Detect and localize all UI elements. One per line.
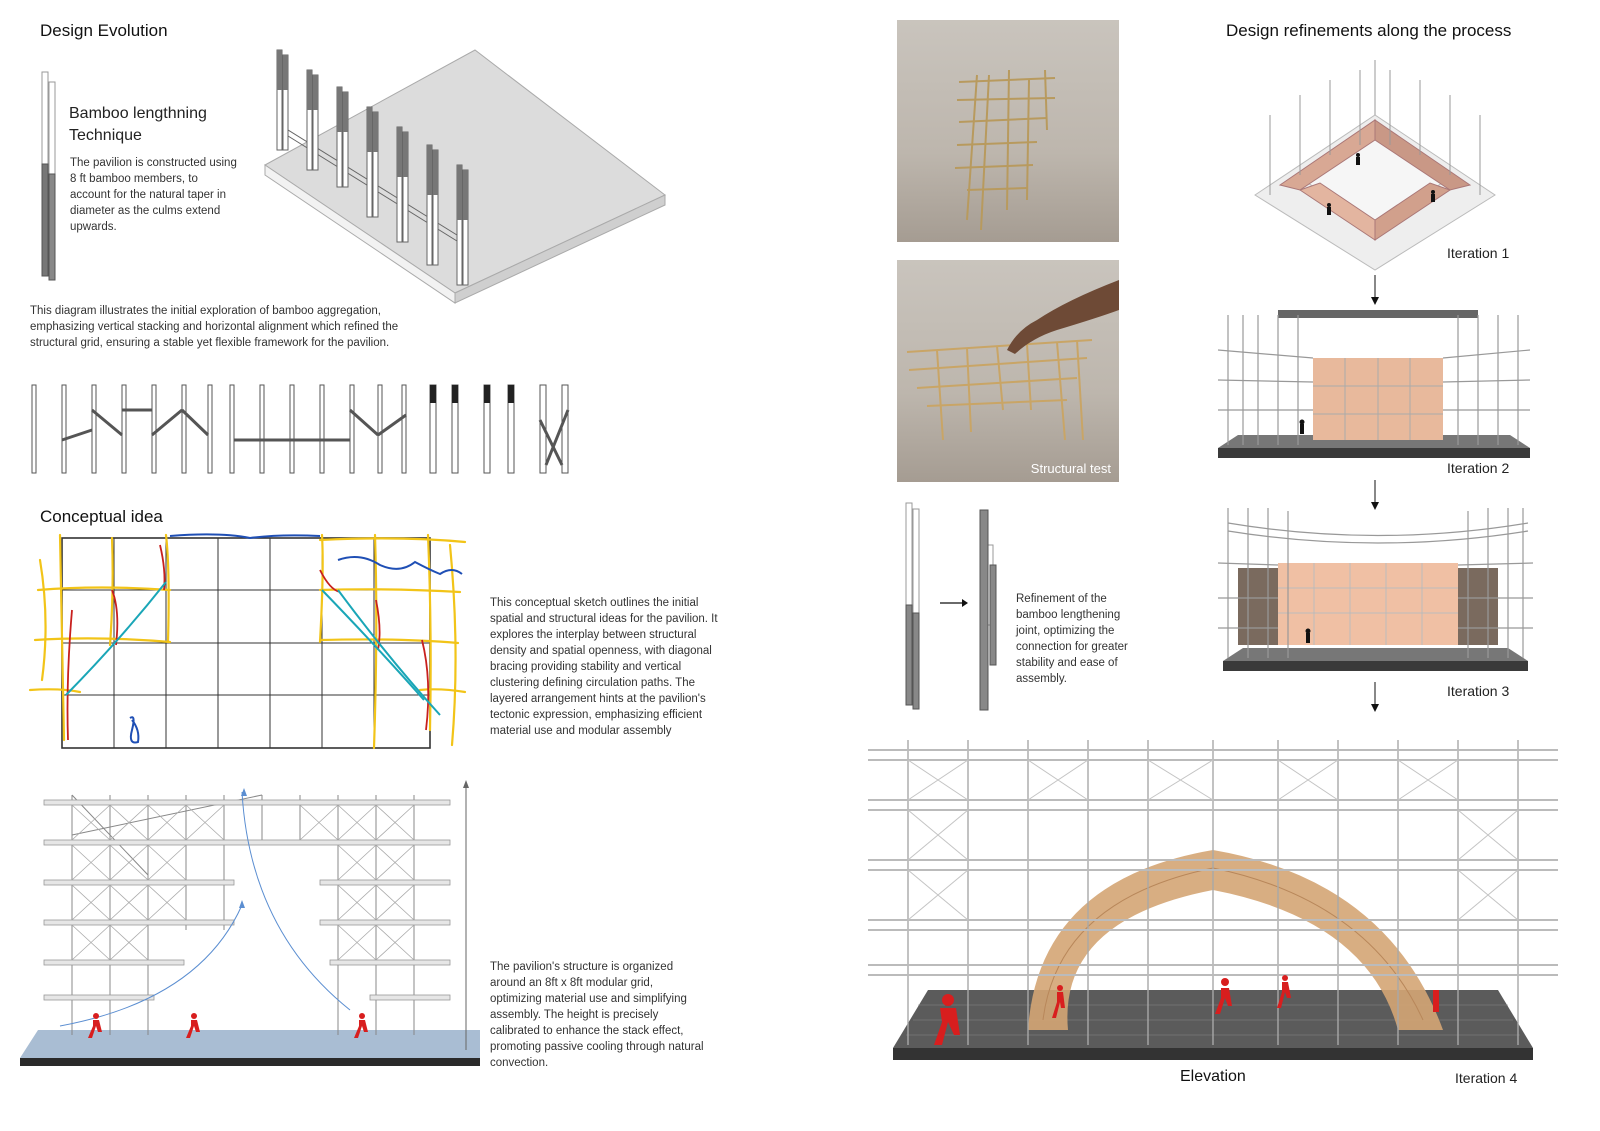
conceptual-title: Conceptual idea [40,507,163,526]
model-photo-1 [897,20,1119,242]
structural-test-label: Structural test [1030,461,1111,476]
aggregation-text: This diagram illustrates the initial exploration of bamboo aggregation, emphasizing vertical stacking and horizontal alignment which refined the structural grid, ensuring a stable yet flexible framework for the pavilion. [30,305,399,349]
iteration-2-diagram [1218,310,1538,462]
arrow-down-3 [1370,682,1380,712]
bamboo-lengthening-diagram [38,64,68,284]
design-evolution-title: Design Evolution [40,21,168,40]
iteration-1-label: Iteration 1 [1447,245,1510,261]
aggregation-variants [28,380,578,480]
technique-text: The pavilion is constructed using 8 ft bamboo members, to account for the natural taper in diameter as the culms extend upwards. [70,157,237,233]
technique-title-2: Technique [69,127,142,144]
refinement-text: Refinement of the bamboo lengthening joint, optimizing the connection for greater stability and ease of assembly. [1016,593,1128,685]
conceptual-sketch [20,530,470,760]
sketch-text: This conceptual sketch outlines the initial spatial and structural ideas for the pavilion. It explores the interplay between structural density and spatial openness, with diagonal bracing providing stability and vertical clustering defining circulation paths. The layered arrangement hints at the pavilion's tectonic expression, emphasizing efficient material use and modular assembly [490,597,718,737]
iteration-4-label: Iteration 4 [1455,1070,1518,1086]
isometric-slab-diagram [265,45,675,305]
technique-title-1: Bamboo lengthning [69,105,207,122]
iteration-3-label: Iteration 3 [1447,683,1510,699]
iteration-1-diagram [1240,55,1510,275]
elevation-diagram [868,730,1558,1065]
section-stack-effect [20,780,480,1070]
joint-refinement-diagram [900,495,1010,715]
iteration-3-diagram [1218,503,1538,675]
iterations-title: Design refinements along the process [1226,21,1512,40]
arrow-down-1 [1370,275,1380,305]
structural-test-photo [897,260,1119,482]
grid-text: The pavilion's structure is organized around an 8ft x 8ft modular grid, optimizing material use and simplifying assembly. The height is precisely calibrated to enhance the stack effect, promoting passive cooling through natural convection. [490,961,704,1069]
iteration-2-label: Iteration 2 [1447,460,1510,476]
elevation-label: Elevation [1180,1068,1246,1085]
